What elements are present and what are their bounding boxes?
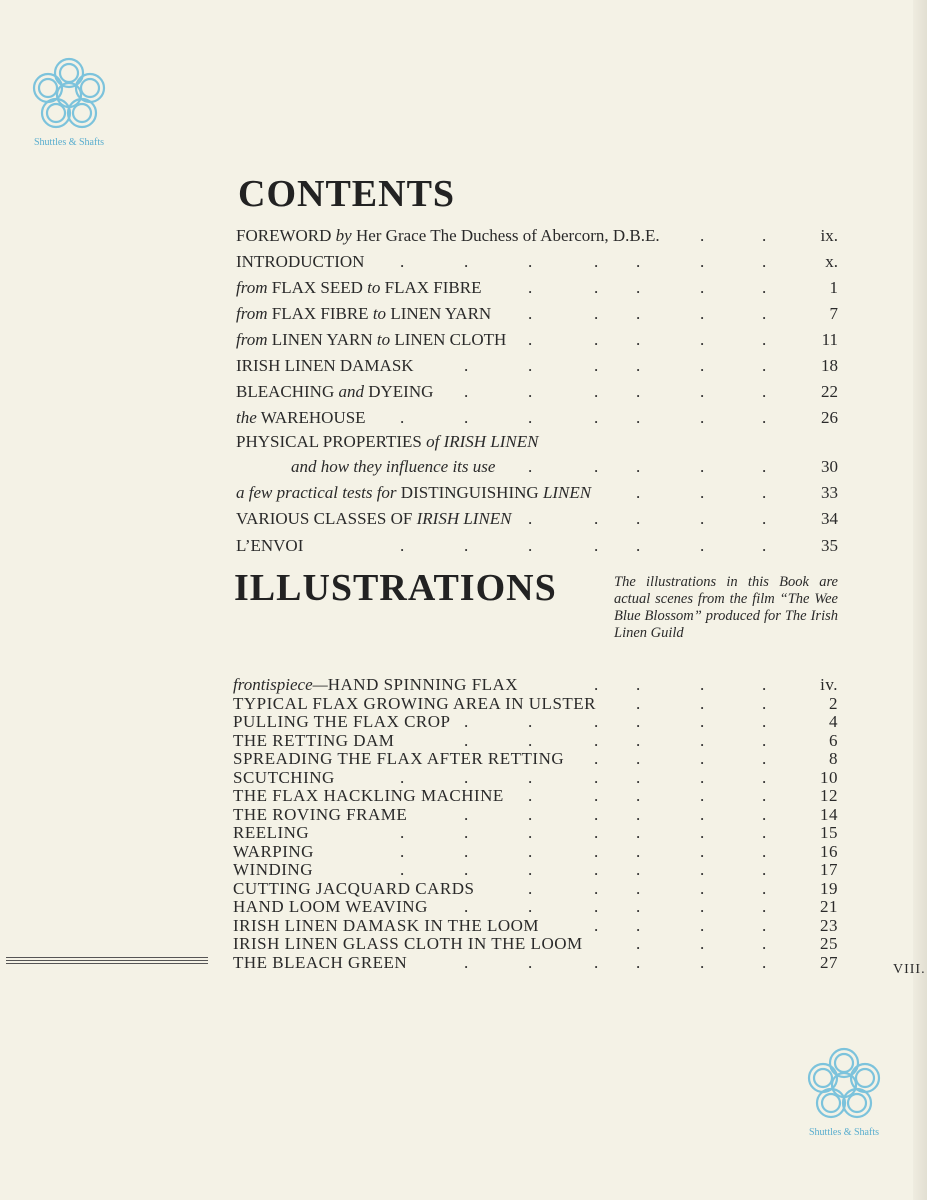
leader-dot: . (762, 749, 767, 768)
entry-title-text: TYPICAL FLAX GROWING AREA IN ULSTER (233, 693, 597, 713)
entry-title (233, 675, 518, 694)
entry-page-number: 4 (829, 712, 838, 731)
leader-dot: . (594, 252, 599, 271)
entry-page-number: 12 (820, 786, 838, 805)
entry-title (236, 534, 303, 558)
leader-dot: . (528, 536, 533, 555)
entry-title (236, 302, 491, 326)
illustration-entry (233, 860, 838, 879)
leader-dot: . (700, 330, 705, 349)
leader-dot: . (528, 952, 533, 972)
leader-dot: . (700, 952, 705, 972)
leader-dot: . (594, 952, 599, 972)
entry-page-number: 30 (821, 457, 838, 476)
entry-title-text: LINEN YARN (386, 304, 492, 323)
leader-dot: . (762, 226, 767, 245)
leader-dot: . (636, 823, 641, 842)
contents-entry (236, 430, 838, 454)
illustration-entry (233, 731, 838, 750)
entry-page-number: ix. (820, 226, 838, 245)
entry-title (233, 712, 451, 731)
leader-dot: . (528, 457, 533, 476)
entry-title (233, 934, 583, 953)
entry-page-number: iv. (820, 675, 838, 694)
leader-dot: . (464, 952, 469, 972)
entry-title-text: BLEACHING (236, 382, 339, 401)
leader-dot: . (762, 804, 767, 824)
contents-entry (236, 534, 838, 558)
leader-dot: . (528, 304, 533, 323)
entry-page-number: 11 (821, 330, 838, 349)
entry-title (233, 786, 504, 805)
illustration-entry (233, 953, 838, 972)
leader-dot: . (464, 860, 469, 879)
leader-dot: . (594, 278, 599, 297)
entry-title-text: HAND SPINNING FLAX (327, 675, 519, 694)
entry-title (233, 897, 428, 916)
leader-dot: . (762, 878, 767, 898)
entry-title-text: PHYSICAL PROPERTIES (236, 432, 427, 451)
entry-title-text: FLAX FIBRE (267, 304, 373, 323)
entry-title-italic: frontispiece— (233, 675, 328, 694)
leader-dot: . (762, 786, 767, 805)
entry-title-text: IRISH LINEN DAMASK (236, 356, 414, 375)
leader-dot: . (700, 252, 705, 271)
entry-title-italic: to (372, 304, 387, 323)
leader-dot: . (636, 382, 641, 401)
entry-title-italic: from (236, 278, 268, 297)
entry-title-text: WARPING (233, 841, 314, 861)
leader-dot: . (762, 304, 767, 323)
entry-title (233, 805, 407, 824)
leader-dot: . (636, 509, 641, 528)
leader-dot: . (400, 767, 405, 787)
leader-dot: . (636, 408, 641, 427)
illustration-entry (233, 805, 838, 824)
leader-dot: . (464, 823, 469, 842)
leader-dot: . (528, 897, 533, 916)
entry-title-italic: LINEN (542, 483, 592, 502)
leader-dot: . (762, 860, 767, 879)
entry-title (236, 354, 414, 378)
contents-entry (236, 481, 838, 505)
entry-title-text: DYEING (363, 382, 434, 401)
leader-dot: . (762, 356, 767, 375)
leader-dot: . (762, 457, 767, 476)
leader-dot: . (594, 786, 599, 805)
entry-title-text: L’ENVOI (236, 536, 304, 555)
entry-title-italic: and (338, 382, 364, 401)
illustration-entry (233, 916, 838, 935)
entry-title (291, 455, 495, 479)
leader-dot: . (700, 915, 705, 935)
entry-title-text: LINEN CLOTH (390, 330, 507, 349)
leader-dot: . (594, 767, 599, 787)
leader-dot: . (700, 226, 705, 245)
leader-dot: . (528, 278, 533, 297)
entry-page-number: 18 (821, 356, 838, 375)
leader-dot: . (762, 915, 767, 935)
leader-dot: . (636, 330, 641, 349)
leader-dot: . (528, 823, 533, 842)
entry-title-italic: of IRISH LINEN (426, 432, 539, 451)
leader-dot: . (594, 823, 599, 842)
entry-page-number: 25 (820, 934, 838, 953)
entry-title-text: FOREWORD (236, 226, 336, 245)
contents-entry (236, 380, 838, 404)
leader-dot: . (700, 457, 705, 476)
entry-title-text: WINDING (233, 860, 313, 879)
leader-dot: . (464, 536, 469, 555)
contents-entry (236, 455, 838, 479)
leader-dot: . (400, 408, 405, 427)
leader-dot: . (762, 408, 767, 427)
contents-entry (236, 302, 838, 326)
leader-dot: . (762, 382, 767, 401)
leader-dot: . (636, 693, 641, 713)
leader-dot: . (528, 767, 533, 787)
entry-title-italic: by (335, 226, 352, 245)
leader-dot: . (594, 509, 599, 528)
leader-dot: . (636, 841, 641, 861)
leader-dot: . (528, 730, 533, 750)
leader-dot: . (636, 278, 641, 297)
entry-title (233, 916, 539, 935)
leader-dot: . (636, 767, 641, 787)
entry-title (236, 507, 512, 531)
leader-dot: . (762, 767, 767, 787)
entry-title-italic: a few practical tests for (236, 483, 397, 502)
illustration-entry (233, 934, 838, 953)
entry-title-text: VARIOUS CLASSES OF (236, 509, 417, 528)
leader-dot: . (464, 897, 469, 916)
entry-title-italic: from (236, 304, 268, 323)
illustrations-heading: ILLUSTRATIONS (234, 567, 557, 609)
entry-title-text: THE ROVING FRAME (233, 804, 408, 824)
leader-dot: . (636, 934, 641, 953)
leader-dot: . (762, 730, 767, 750)
leader-dot: . (700, 934, 705, 953)
entry-title (233, 823, 309, 842)
leader-dot: . (594, 536, 599, 555)
leader-dot: . (594, 408, 599, 427)
contents-entry (236, 328, 838, 352)
illustration-entry (233, 768, 838, 787)
entry-page-number: 22 (821, 382, 838, 401)
leader-dot: . (636, 712, 641, 731)
entry-title-text: HAND LOOM WEAVING (233, 897, 428, 916)
leader-dot: . (700, 897, 705, 916)
illustration-entry (233, 694, 838, 713)
entry-title-italic: to (367, 278, 381, 297)
leader-dot: . (594, 712, 599, 731)
entry-title-text: THE BLEACH GREEN (233, 952, 408, 972)
entry-title-text: INTRODUCTION (236, 252, 365, 271)
entry-title-text: LINEN YARN (267, 330, 377, 349)
leader-dot: . (762, 330, 767, 349)
entry-title-italic: to (376, 330, 391, 349)
entry-page-number: 23 (820, 915, 838, 935)
shuttles-shafts-logo-bottom (799, 1045, 889, 1138)
leader-dot: . (762, 536, 767, 555)
leader-dot: . (594, 897, 599, 916)
leader-dot: . (700, 804, 705, 824)
leader-dot: . (636, 675, 641, 694)
entry-title (233, 879, 474, 898)
leader-dot: . (464, 356, 469, 375)
contents-entry (236, 250, 838, 274)
leader-dot: . (762, 675, 767, 694)
leader-dot: . (762, 278, 767, 297)
entry-title-text: PULLING THE FLAX CROP (233, 712, 451, 731)
leader-dot: . (700, 712, 705, 731)
entry-page-number: 7 (829, 304, 838, 323)
leader-dot: . (762, 509, 767, 528)
entry-page-number: x. (825, 252, 838, 271)
entry-title-text: REELING (233, 823, 310, 842)
illustration-entry (233, 879, 838, 898)
leader-dot: . (594, 675, 599, 694)
leader-dot: . (636, 860, 641, 879)
entry-title-text: SCUTCHING (233, 767, 335, 787)
entry-title-italic: and how they influence its use (291, 457, 496, 476)
leader-dot: . (594, 730, 599, 750)
leader-dot: . (762, 252, 767, 271)
leader-dot: . (594, 915, 599, 935)
leader-dot: . (636, 356, 641, 375)
entry-title-text: CUTTING JACQUARD CARDS (233, 878, 475, 898)
leader-dot: . (400, 252, 405, 271)
entry-title-text: IRISH LINEN GLASS CLOTH IN THE LOOM (233, 934, 583, 953)
leader-dot: . (762, 952, 767, 972)
leader-dot: . (700, 408, 705, 427)
contents-entry (236, 276, 838, 300)
entry-title (236, 430, 539, 454)
entry-title (233, 731, 394, 750)
leader-dot: . (400, 841, 405, 861)
entry-title (236, 328, 506, 352)
entry-title (236, 224, 660, 248)
leader-dot: . (594, 304, 599, 323)
leader-dot: . (700, 730, 705, 750)
illustrations-note: The illustrations in this Book are actual scenes from the film “The Wee Blue Blossom” produced for The Irish Linen Guild (614, 574, 838, 641)
leader-dot: . (762, 841, 767, 861)
logo-caption: Shuttles & Shafts (33, 137, 104, 148)
leader-dot: . (528, 860, 533, 879)
entry-title (233, 842, 314, 861)
entry-title-text: Her Grace The Duchess of Abercorn, D.B.E. (351, 226, 660, 245)
leader-dot: . (762, 483, 767, 502)
entry-title (236, 406, 366, 430)
contents-entry (236, 224, 838, 248)
leader-dot: . (762, 823, 767, 842)
leader-dot: . (464, 730, 469, 750)
leader-dot: . (464, 408, 469, 427)
page-number: VIII. (893, 962, 926, 977)
leader-dot: . (636, 878, 641, 898)
entry-page-number: 33 (821, 483, 838, 502)
entry-page-number: 8 (829, 749, 838, 768)
leader-dot: . (594, 860, 599, 879)
leader-dot: . (464, 252, 469, 271)
entry-title-text: WAREHOUSE (256, 408, 366, 427)
entry-page-number: 35 (821, 536, 838, 555)
entry-page-number: 15 (820, 823, 838, 842)
illustration-entry (233, 823, 838, 842)
leader-dot: . (700, 786, 705, 805)
flower-knot-icon (29, 55, 109, 135)
leader-dot: . (762, 712, 767, 731)
leader-dot: . (636, 730, 641, 750)
leader-dot: . (636, 952, 641, 972)
leader-dot: . (528, 252, 533, 271)
leader-dot: . (762, 897, 767, 916)
entry-title-text: IRISH LINEN DAMASK IN THE LOOM (233, 915, 540, 935)
flower-knot-icon (804, 1045, 884, 1125)
leader-dot: . (700, 382, 705, 401)
entry-page-number: 2 (829, 693, 838, 713)
entry-page-number: 34 (821, 509, 838, 528)
leader-dot: . (528, 878, 533, 898)
entry-title (236, 380, 433, 404)
leader-dot: . (594, 382, 599, 401)
illustration-entry (233, 675, 838, 694)
leader-dot: . (700, 878, 705, 898)
leader-dot: . (700, 767, 705, 787)
leader-dot: . (400, 823, 405, 842)
entry-title (233, 768, 335, 787)
leader-dot: . (594, 330, 599, 349)
leader-dot: . (700, 749, 705, 768)
leader-dot: . (700, 509, 705, 528)
leader-dot: . (636, 483, 641, 502)
leader-dot: . (700, 841, 705, 861)
entry-page-number: 14 (820, 804, 838, 824)
leader-dot: . (594, 804, 599, 824)
leader-dot: . (636, 897, 641, 916)
contents-entry (236, 406, 838, 430)
entry-title-text: FLAX SEED (267, 278, 368, 297)
leader-dot: . (700, 536, 705, 555)
entry-title (233, 694, 596, 713)
leader-dot: . (464, 767, 469, 787)
illustration-entry (233, 842, 838, 861)
leader-dot: . (700, 693, 705, 713)
illustration-entry (233, 786, 838, 805)
leader-dot: . (594, 457, 599, 476)
leader-dot: . (762, 693, 767, 713)
leader-dot: . (400, 860, 405, 879)
entry-title-text: THE RETTING DAM (233, 730, 395, 750)
entry-title (236, 276, 481, 300)
leader-dot: . (464, 382, 469, 401)
leader-dot: . (528, 841, 533, 861)
entry-title-text: SPREADING THE FLAX AFTER RETTING (233, 749, 565, 768)
illustration-entry (233, 712, 838, 731)
page-edge (913, 0, 927, 1200)
entry-page-number: 10 (820, 767, 838, 787)
leader-dot: . (528, 382, 533, 401)
leader-dot: . (464, 841, 469, 861)
entry-title (236, 481, 591, 505)
leader-dot: . (700, 860, 705, 879)
leader-dot: . (594, 878, 599, 898)
entry-title (233, 860, 313, 879)
entry-page-number: 19 (820, 878, 838, 898)
leader-dot: . (700, 278, 705, 297)
entry-page-number: 26 (821, 408, 838, 427)
entry-title-text: FLAX FIBRE (380, 278, 482, 297)
leader-dot: . (636, 915, 641, 935)
leader-dot: . (528, 509, 533, 528)
entry-title (233, 953, 407, 972)
leader-dot: . (528, 330, 533, 349)
entry-title-text: DISTINGUISHING (396, 483, 543, 502)
entry-title-text: THE FLAX HACKLING MACHINE (233, 786, 504, 805)
contents-entry (236, 354, 838, 378)
logo-caption: Shuttles & Shafts (808, 1127, 879, 1138)
entry-title (233, 749, 564, 768)
leader-dot: . (528, 804, 533, 824)
leader-dot: . (528, 356, 533, 375)
illustration-entry (233, 897, 838, 916)
leader-dot: . (636, 252, 641, 271)
entry-title-italic: from (236, 330, 268, 349)
entry-page-number: 16 (820, 841, 838, 861)
leader-dot: . (594, 356, 599, 375)
leader-dot: . (700, 823, 705, 842)
leader-dot: . (636, 304, 641, 323)
entry-page-number: 17 (820, 860, 838, 879)
leader-dot: . (636, 804, 641, 824)
leader-dot: . (762, 934, 767, 953)
leader-dot: . (700, 483, 705, 502)
entry-page-number: 1 (829, 278, 838, 297)
leader-dot: . (594, 841, 599, 861)
leader-dot: . (528, 786, 533, 805)
contents-entry (236, 507, 838, 531)
leader-dot: . (528, 712, 533, 731)
leader-dot: . (594, 749, 599, 768)
leader-dot: . (636, 536, 641, 555)
leader-dot: . (636, 786, 641, 805)
illustration-entry (233, 749, 838, 768)
entry-page-number: 6 (829, 730, 838, 750)
leader-dot: . (400, 536, 405, 555)
leader-dot: . (700, 675, 705, 694)
leader-dot: . (464, 712, 469, 731)
leader-dot: . (528, 408, 533, 427)
entry-page-number: 21 (820, 897, 838, 916)
shuttles-shafts-logo-top (24, 55, 114, 148)
leader-dot: . (464, 804, 469, 824)
leader-dot: . (636, 749, 641, 768)
leader-dot: . (700, 304, 705, 323)
leader-dot: . (700, 356, 705, 375)
entry-title-italic: IRISH LINEN (416, 509, 512, 528)
leader-dot: . (636, 457, 641, 476)
decorative-rule (6, 957, 208, 967)
entry-title (236, 250, 364, 274)
entry-page-number: 27 (820, 952, 838, 972)
entry-title-italic: the (236, 408, 257, 427)
contents-heading: CONTENTS (238, 173, 456, 215)
